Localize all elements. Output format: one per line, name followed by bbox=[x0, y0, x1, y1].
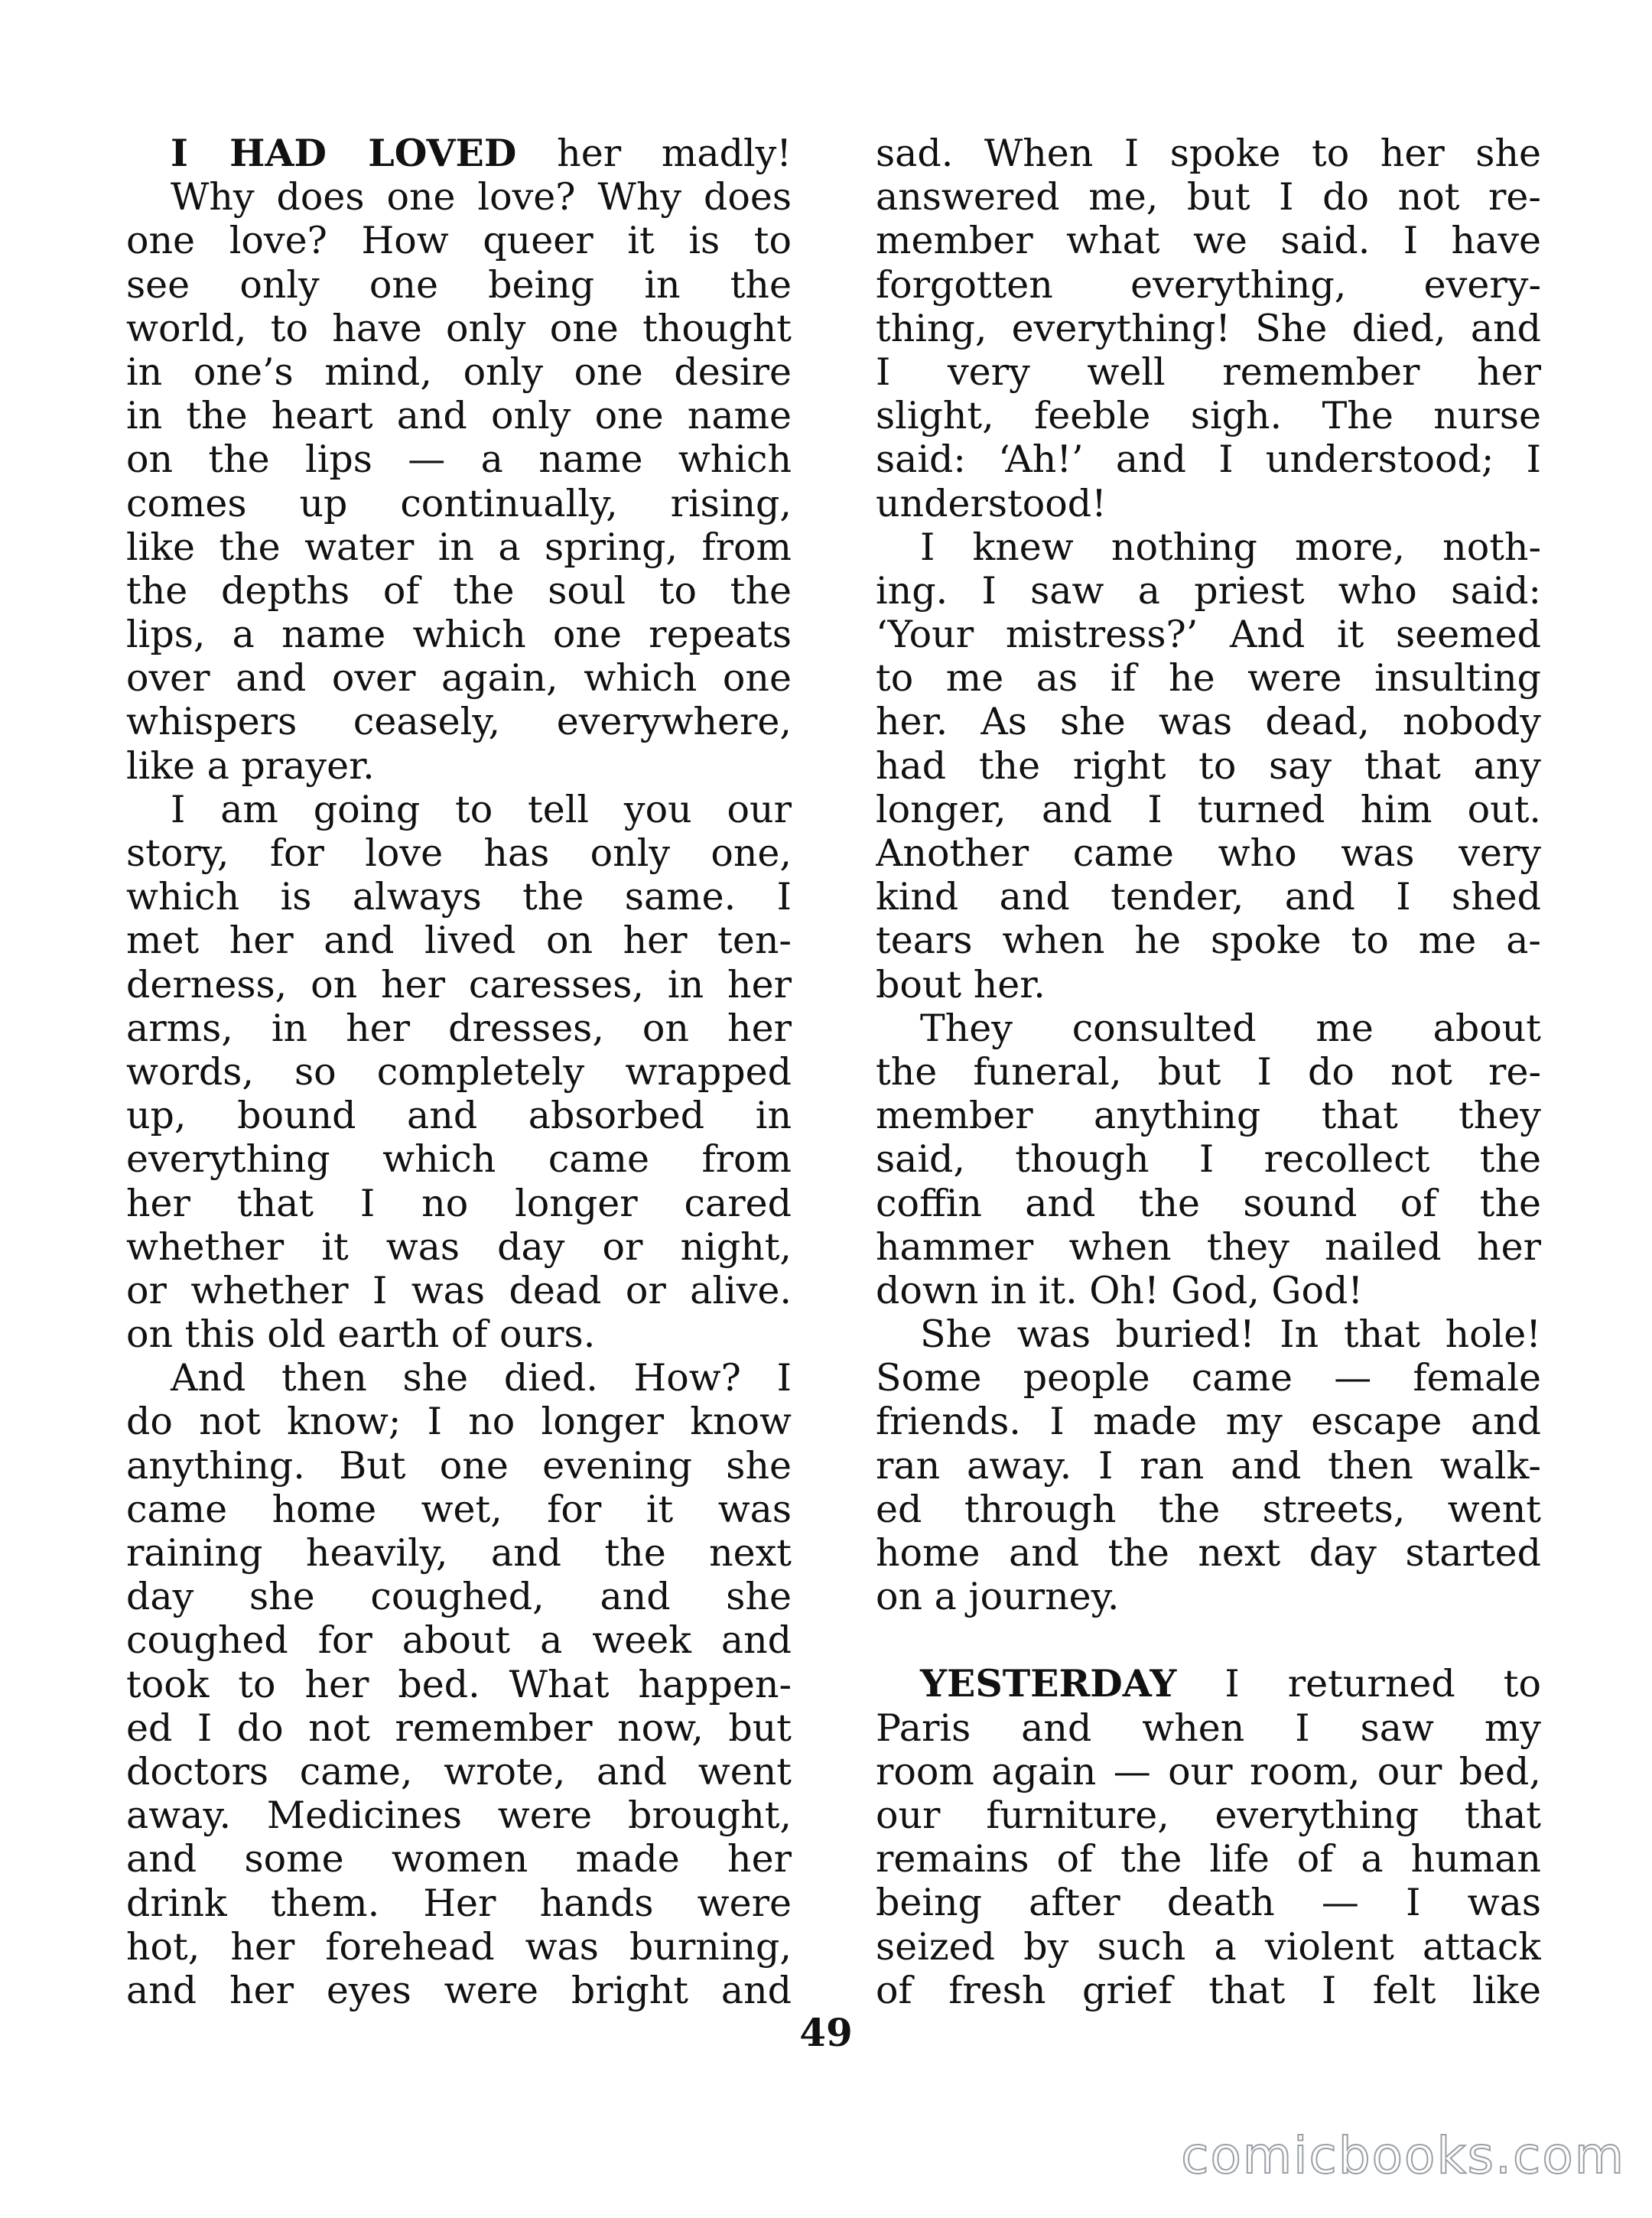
line-text: do not know; I no longer know bbox=[126, 1400, 792, 1444]
line-text: ‘Your mistress?’ And it seemed bbox=[876, 613, 1541, 657]
line-text: coughed for about a week and bbox=[126, 1618, 792, 1663]
text-line bbox=[126, 1356, 792, 1400]
text-line bbox=[876, 1488, 1541, 1531]
text-line bbox=[876, 1837, 1541, 1881]
line-text: answered me, but I do not re- bbox=[876, 175, 1541, 220]
text-line bbox=[126, 525, 792, 569]
text-line bbox=[126, 1269, 792, 1312]
text-line bbox=[876, 1662, 1541, 1706]
line-text: Paris and when I saw my bbox=[876, 1706, 1541, 1750]
text-line bbox=[876, 613, 1541, 656]
text-line bbox=[876, 1400, 1541, 1443]
text-line bbox=[126, 1618, 792, 1662]
text-line bbox=[126, 1881, 792, 1925]
line-text: the depths of the soul to the bbox=[126, 568, 792, 613]
text-line bbox=[876, 175, 1541, 219]
text-line bbox=[126, 1182, 792, 1225]
text-line bbox=[126, 788, 792, 831]
line-text: and her eyes were bright and bbox=[126, 1968, 792, 2012]
text-line bbox=[126, 1663, 792, 1706]
text-line bbox=[876, 1969, 1541, 2012]
text-line bbox=[126, 307, 792, 350]
line-text: said: ‘Ah!’ and I understood; I bbox=[876, 437, 1541, 482]
line-text: friends. I made my escape and bbox=[876, 1400, 1541, 1444]
text-line bbox=[876, 482, 1541, 525]
line-text: story, for love has only one, bbox=[126, 831, 792, 875]
text-line bbox=[126, 1137, 792, 1181]
text-line bbox=[126, 1706, 792, 1750]
line-text: drink them. Her hands were bbox=[126, 1881, 792, 1925]
text-line bbox=[876, 1269, 1541, 1312]
line-text: on the lips — a name which bbox=[126, 437, 792, 482]
line-text: to me as if he were insulting bbox=[876, 656, 1541, 701]
text-line bbox=[126, 656, 792, 700]
page-number: 49 bbox=[799, 2010, 853, 2055]
line-text: doctors came, wrote, and went bbox=[126, 1749, 792, 1794]
line-text: see only one being in the bbox=[126, 262, 792, 307]
line-text: derness, on her caresses, in her bbox=[126, 962, 792, 1007]
text-line bbox=[876, 350, 1541, 394]
text-line bbox=[876, 132, 1541, 175]
left-text-column bbox=[126, 132, 792, 2012]
line-text: anything. But one evening she bbox=[126, 1443, 792, 1488]
line-text: day she coughed, and she bbox=[126, 1575, 792, 1619]
text-line bbox=[876, 1881, 1541, 1924]
text-line bbox=[126, 1094, 792, 1137]
line-text: took to her bed. What happen- bbox=[126, 1662, 792, 1706]
text-line bbox=[126, 1837, 792, 1881]
text-line bbox=[876, 788, 1541, 831]
text-line bbox=[876, 656, 1541, 700]
line-text: remains of the life of a human bbox=[876, 1837, 1541, 1881]
line-text: I returned to bbox=[1176, 1662, 1541, 1706]
text-line bbox=[876, 1794, 1541, 1837]
line-text: on this old earth of ours. bbox=[126, 1312, 596, 1357]
text-line bbox=[876, 525, 1541, 569]
text-line bbox=[126, 1925, 792, 1969]
line-text: away. Medicines were brought, bbox=[126, 1794, 792, 1838]
line-text: up, bound and absorbed in bbox=[126, 1094, 792, 1138]
line-text: Another came who was very bbox=[876, 831, 1541, 875]
line-text: whispers ceasely, everywhere, bbox=[126, 700, 792, 744]
line-text: sad. When I spoke to her she bbox=[876, 132, 1541, 175]
text-line bbox=[126, 132, 792, 175]
text-line bbox=[126, 1050, 792, 1094]
text-line bbox=[876, 1225, 1541, 1269]
line-text: hot, her forehead was burning, bbox=[126, 1924, 792, 1969]
line-text: world, to have only one thought bbox=[126, 306, 792, 350]
text-line bbox=[876, 963, 1541, 1007]
line-text: understood! bbox=[876, 481, 1107, 525]
text-line bbox=[126, 1007, 792, 1050]
text-line bbox=[126, 963, 792, 1007]
line-text: longer, and I turned him out. bbox=[876, 787, 1541, 831]
line-text: ran away. I ran and then walk- bbox=[876, 1443, 1541, 1488]
text-line bbox=[876, 1007, 1541, 1050]
line-text: of fresh grief that I felt like bbox=[876, 1968, 1541, 2012]
text-line bbox=[126, 700, 792, 743]
text-line bbox=[126, 437, 792, 481]
line-text: in the heart and only one name bbox=[126, 394, 792, 438]
line-text: arms, in her dresses, on her bbox=[126, 1006, 792, 1050]
text-line bbox=[126, 175, 792, 219]
line-text: her madly! bbox=[516, 132, 792, 175]
watermark-logo: comicbooks.com bbox=[1181, 2126, 1625, 2185]
text-line bbox=[876, 1925, 1541, 1969]
line-text: whether it was day or night, bbox=[126, 1224, 792, 1269]
line-text: ed through the streets, went bbox=[876, 1487, 1541, 1531]
line-text: met her and lived on her ten- bbox=[126, 919, 792, 963]
text-line bbox=[876, 1137, 1541, 1181]
line-text: her. As she was dead, nobody bbox=[876, 700, 1541, 744]
line-text: She was buried! In that hole! bbox=[920, 1312, 1541, 1357]
text-line bbox=[126, 744, 792, 788]
text-line bbox=[876, 394, 1541, 437]
line-text: ed I do not remember now, but bbox=[126, 1706, 792, 1750]
line-text: came home wet, for it was bbox=[126, 1487, 792, 1531]
text-line bbox=[876, 219, 1541, 262]
text-line bbox=[876, 307, 1541, 350]
text-line bbox=[876, 1575, 1541, 1618]
text-line bbox=[876, 919, 1541, 962]
text-line bbox=[876, 1094, 1541, 1137]
text-line bbox=[126, 219, 792, 262]
line-text: everything which came from bbox=[126, 1137, 792, 1182]
line-text: lips, a name which one repeats bbox=[126, 613, 792, 657]
text-line bbox=[126, 394, 792, 437]
line-text: Why does one love? Why does bbox=[171, 175, 792, 220]
line-text: said, though I recollect the bbox=[876, 1137, 1541, 1182]
line-text: member what we said. I have bbox=[876, 219, 1541, 263]
line-text: They consulted me about bbox=[920, 1006, 1541, 1050]
text-line bbox=[876, 1312, 1541, 1356]
line-text: like the water in a spring, from bbox=[126, 525, 792, 569]
text-line bbox=[126, 1488, 792, 1531]
line-text: bout her. bbox=[876, 962, 1046, 1007]
text-line bbox=[876, 1050, 1541, 1094]
text-line bbox=[876, 1750, 1541, 1794]
line-text: coffin and the sound of the bbox=[876, 1181, 1541, 1225]
line-text: her that I no longer cared bbox=[126, 1181, 792, 1225]
text-line bbox=[126, 1312, 792, 1356]
line-text: tears when he spoke to me a- bbox=[876, 919, 1541, 963]
section-lead-in: YESTERDAY bbox=[920, 1662, 1177, 1706]
text-line bbox=[126, 831, 792, 875]
line-text: I very well remember her bbox=[876, 350, 1541, 394]
line-text: I knew nothing more, noth- bbox=[920, 525, 1541, 569]
line-text: on a journey. bbox=[876, 1575, 1120, 1619]
line-text: And then she died. How? I bbox=[171, 1356, 792, 1400]
text-line bbox=[876, 1531, 1541, 1575]
line-text: room again — our room, our bed, bbox=[876, 1749, 1541, 1794]
line-text: forgotten everything, every- bbox=[876, 262, 1541, 307]
line-text: raining heavily, and the next bbox=[126, 1531, 792, 1575]
text-line bbox=[876, 1356, 1541, 1400]
line-text: being after death — I was bbox=[876, 1881, 1541, 1925]
text-line bbox=[876, 875, 1541, 919]
text-line bbox=[126, 1225, 792, 1269]
line-text: hammer when they nailed her bbox=[876, 1224, 1541, 1269]
line-text: ing. I saw a priest who said: bbox=[876, 568, 1541, 613]
line-text: like a prayer. bbox=[126, 743, 375, 788]
text-line bbox=[876, 569, 1541, 613]
line-text: words, so completely wrapped bbox=[126, 1049, 792, 1094]
line-text: our furniture, everything that bbox=[876, 1793, 1541, 1837]
text-line bbox=[126, 919, 792, 962]
line-text: home and the next day started bbox=[876, 1531, 1541, 1575]
text-line bbox=[126, 1531, 792, 1575]
text-line bbox=[126, 1575, 792, 1618]
text-line bbox=[876, 744, 1541, 788]
line-text: one love? How queer it is to bbox=[126, 219, 792, 263]
text-line bbox=[126, 263, 792, 307]
section-lead-in: I HAD LOVED bbox=[171, 132, 517, 175]
line-text: slight, feeble sigh. The nurse bbox=[876, 394, 1541, 438]
text-line bbox=[126, 875, 792, 919]
text-line bbox=[876, 437, 1541, 481]
line-text: which is always the same. I bbox=[126, 875, 792, 919]
text-line bbox=[126, 1969, 792, 2012]
line-text: or whether I was dead or alive. bbox=[126, 1268, 792, 1312]
line-text: member anything that they bbox=[876, 1094, 1541, 1138]
text-line bbox=[126, 1400, 792, 1443]
line-text: kind and tender, and I shed bbox=[876, 875, 1541, 919]
line-text: had the right to say that any bbox=[876, 743, 1541, 788]
text-line bbox=[126, 350, 792, 394]
text-line bbox=[126, 569, 792, 613]
text-line bbox=[876, 1706, 1541, 1750]
text-line bbox=[126, 1444, 792, 1488]
line-text: and some women made her bbox=[126, 1837, 792, 1881]
text-line bbox=[126, 1750, 792, 1794]
line-text: in one’s mind, only one desire bbox=[126, 350, 792, 394]
line-text: I am going to tell you our bbox=[171, 787, 792, 831]
line-text: Some people came — female bbox=[876, 1356, 1541, 1400]
text-line bbox=[876, 1182, 1541, 1225]
text-line bbox=[876, 263, 1541, 307]
right-text-column bbox=[876, 132, 1541, 2012]
text-line bbox=[126, 613, 792, 656]
line-text: comes up continually, rising, bbox=[126, 481, 792, 525]
line-text: seized by such a violent attack bbox=[876, 1924, 1541, 1969]
line-text: the funeral, but I do not re- bbox=[876, 1049, 1541, 1094]
text-line bbox=[876, 1444, 1541, 1488]
text-line bbox=[126, 482, 792, 525]
line-text: over and over again, which one bbox=[126, 656, 792, 701]
text-line bbox=[876, 700, 1541, 743]
text-line bbox=[126, 1794, 792, 1837]
text-line bbox=[876, 831, 1541, 875]
line-text: down in it. Oh! God, God! bbox=[876, 1268, 1364, 1312]
line-text: thing, everything! She died, and bbox=[876, 306, 1541, 350]
